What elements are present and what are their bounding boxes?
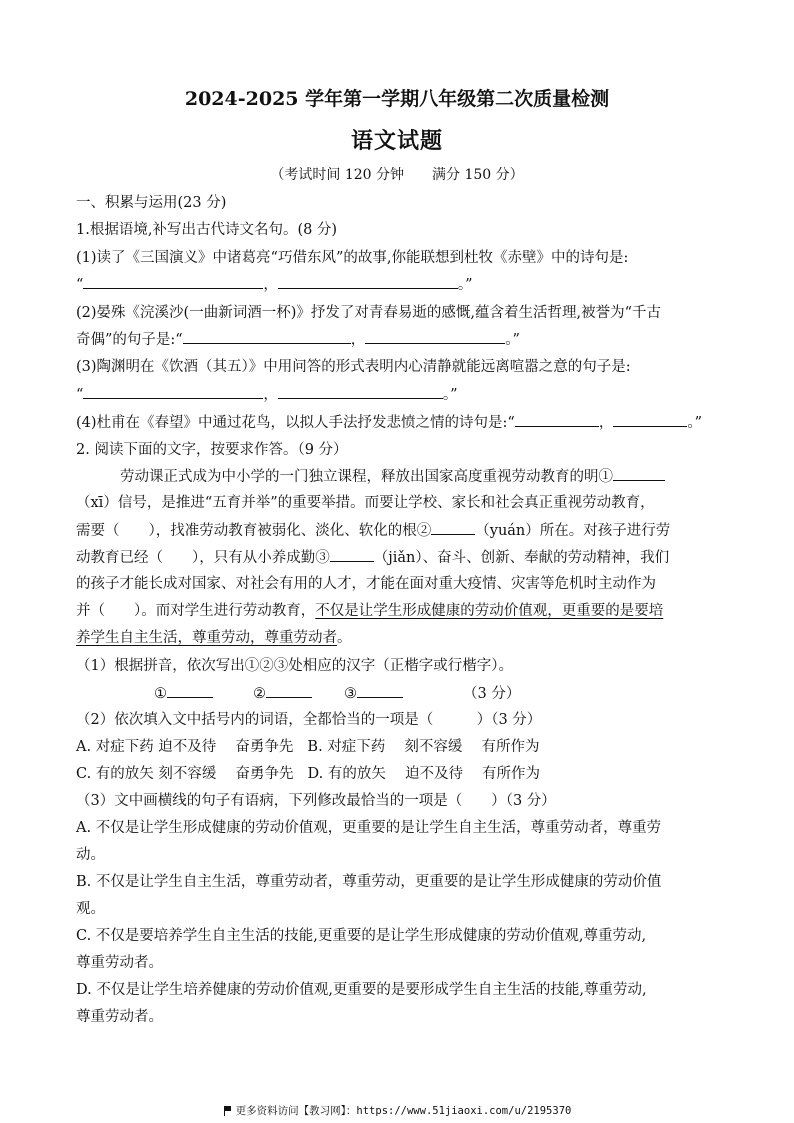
q1-part2-text: (2)晏殊《浣溪沙(一曲新词酒一杯)》抒发了对青春易逝的感慨,蕴含着生活哲理,被誉为“千古: [76, 305, 661, 321]
answer-blank[interactable]: [83, 274, 263, 289]
sub1-answer-line: ① ② ③ （3 分）: [154, 683, 520, 704]
passage-line-7: 养学生自主生活，尊重劳动，尊重劳动者。: [76, 630, 352, 646]
option-b[interactable]: B. 对症下药 刻不容缓 有所作为: [307, 739, 540, 755]
q1-stem: 1.根据语境,补写出古代诗文名句。(8 分): [76, 222, 338, 238]
answer-blank[interactable]: [431, 520, 475, 535]
sub1-stem: （1）根据拼音，依次写出①②③处相应的汉字（正楷字或行楷字）。: [76, 658, 513, 674]
sub3-option-b-cont: 观。: [76, 901, 105, 917]
passage-line-6: 并（ ）。而对学生进行劳动教育，不仅是让学生形成健康的劳动价值观，更重要的是要培: [76, 603, 664, 619]
answer-blank[interactable]: [613, 412, 687, 427]
answer-blank[interactable]: [357, 683, 403, 698]
q1-part3-answer-line: “ ， 。”: [76, 384, 458, 405]
underlined-sentence: 不仅是让学生形成健康的劳动价值观，更重要的是要培: [315, 603, 664, 619]
answer-blank[interactable]: [330, 547, 374, 562]
answer-blank[interactable]: [278, 274, 458, 289]
sub2-stem: （2）依次填入文中括号内的词语，全都恰当的一项是（ ）（3 分）: [76, 712, 542, 728]
flag-icon: [223, 1106, 233, 1116]
q1-part4-line: (4)杜甫在《春望》中通过花鸟，以拟人手法抒发悲愤之情的诗句是:“ ， 。”: [76, 412, 702, 433]
sub3-option-d-cont: 尊重劳动者。: [76, 1009, 163, 1025]
sub3-option-a[interactable]: A. 不仅是让学生形成健康的劳动价值观，更重要的是让学生自主生活，尊重劳动者，尊重劳: [76, 820, 662, 836]
answer-blank[interactable]: [183, 329, 351, 344]
sub3-option-d[interactable]: D. 不仅是让学生培养健康的劳动价值观,更重要的是要形成学生自主生活的技能,尊重劳动,: [76, 982, 647, 998]
passage-line-3: 需要（ ），找准劳动教育被弱化、淡化、软化的根② （yuán）所在。对孩子进行劳: [76, 520, 670, 541]
passage-line-5: 的孩子才能长成对国家、对社会有用的人才，才能在面对重大疫情、灾害等危机时主动作为: [76, 576, 656, 592]
q1-part1-answer-line: “ ， 。”: [76, 274, 473, 295]
sub3-option-c[interactable]: C. 不仅是要培养学生自主生活的技能,更重要的是让学生形成健康的劳动价值观,尊重劳动,: [76, 928, 647, 944]
passage-line-2: （xī）信号，是推进“五育并举”的重要举措。而要让学校、家长和社会真正重视劳动教育，: [76, 495, 655, 511]
exam-title: 2024-2025 学年第一学期八年级第二次质量检测: [184, 88, 610, 110]
subject-title: 语文试题: [350, 128, 443, 154]
option-c[interactable]: C. 有的放矢 刻不容缓 奋勇争先: [76, 766, 294, 782]
answer-blank[interactable]: [365, 329, 505, 344]
sub3-option-a-cont: 动。: [76, 847, 105, 863]
answer-blank[interactable]: [515, 412, 599, 427]
passage-line-4: 动教育已经（ ），只有从小养成勤③ （jiǎn）、奋斗、创新、奉献的劳动精神，我们: [76, 547, 669, 568]
sub3-option-c-cont: 尊重劳动者。: [76, 955, 163, 971]
answer-blank[interactable]: [278, 384, 443, 399]
option-a[interactable]: A. 对症下药 迫不及待 奋勇争先: [76, 739, 294, 755]
exam-meta: （考试时间 120 分钟 满分 150 分）: [270, 167, 524, 183]
q2-stem: 2. 阅读下面的文字，按要求作答。（9 分）: [76, 442, 348, 458]
footer-link[interactable]: 更多资料访问【教习网】：https://www.51jiaoxi.com/u/2195370: [0, 1104, 794, 1118]
sub2-options-cd: [76, 764, 540, 784]
q1-part1-text: (1)读了《三国演义》中诸葛亮“巧借东风”的故事,你能联想到杜牧《赤壁》中的诗句是:: [76, 250, 629, 266]
passage-line-1: 劳动课正式成为中小学的一门独立课程，释放出国家高度重视劳动教育的明①: [120, 466, 665, 487]
underlined-sentence: 养学生自主生活，尊重劳动，尊重劳动者: [76, 630, 337, 646]
answer-blank[interactable]: [266, 683, 312, 698]
sub2-options-ab: [76, 737, 540, 757]
q1-part2-answer-line: 奇偶”的句子是:“ ， 。”: [76, 329, 520, 350]
sub3-stem: （3）文中画横线的句子有语病，下列修改最恰当的一项是（ ）（3 分）: [76, 793, 556, 809]
sub3-option-b[interactable]: B. 不仅是让学生自主生活，尊重劳动者，尊重劳动，更重要的是让学生形成健康的劳动价值: [76, 874, 662, 890]
section-heading: 一、积累与运用(23 分): [76, 195, 227, 211]
option-d[interactable]: D. 有的放矢 迫不及待 有所作为: [307, 766, 541, 782]
q1-part3-text: (3)陶渊明在《饮酒（其五）》中用问答的形式表明内心清静就能远离喧嚣之意的句子是:: [76, 359, 631, 375]
answer-blank[interactable]: [83, 384, 263, 399]
answer-blank[interactable]: [167, 683, 213, 698]
answer-blank[interactable]: [613, 466, 665, 481]
